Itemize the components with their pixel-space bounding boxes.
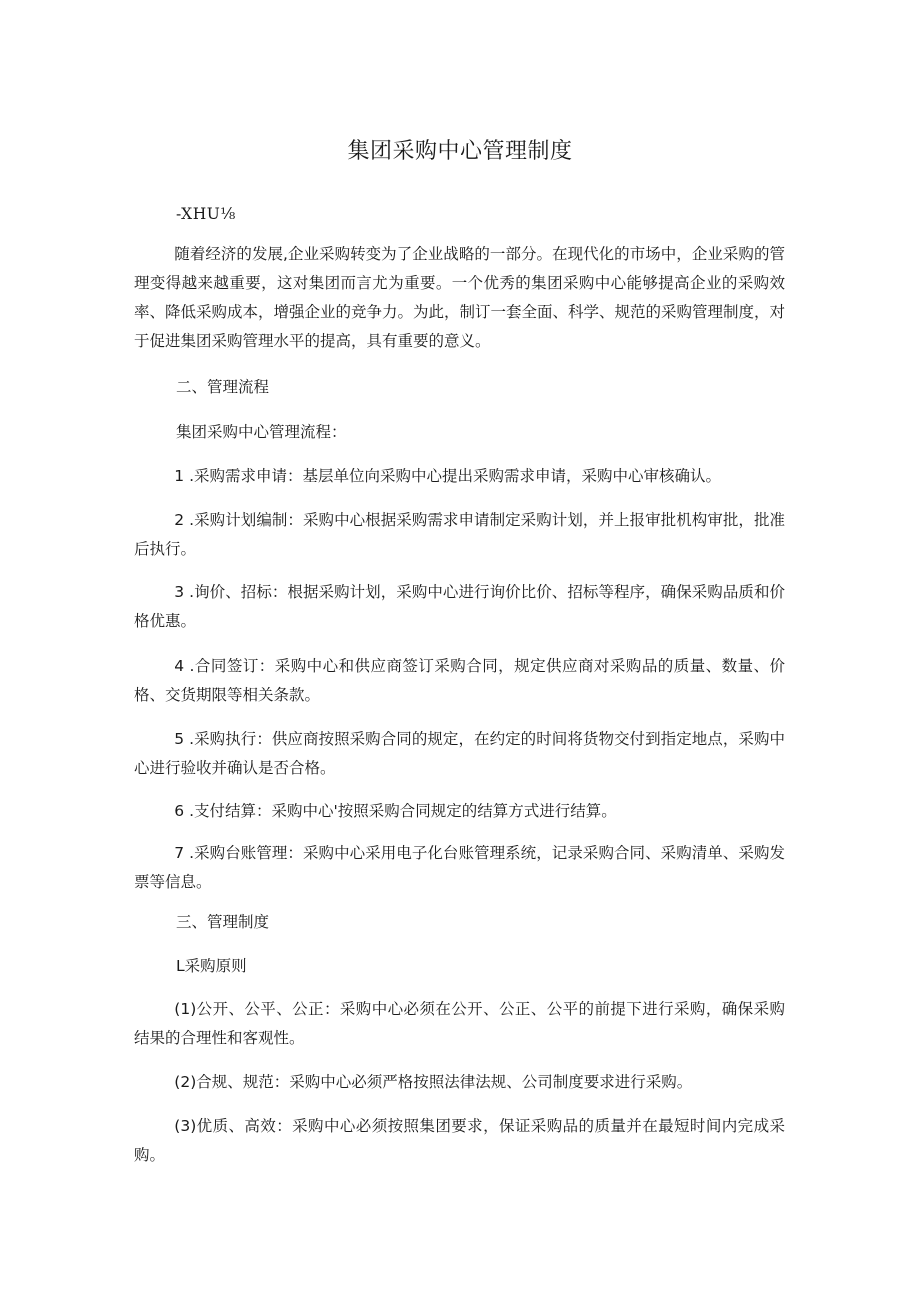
principle-item-1: (1)公开、公平、公正：采购中心必须在公开、公正、公平的前提下进行采购，确保采购结果的合理性和客观性。	[134, 1000, 785, 1047]
process-intro: 集团采购中心管理流程：	[176, 423, 347, 441]
process-item-1: 1 .采购需求申请：基层单位向采购中心提出采购需求申请，采购中心审核确认。	[174, 467, 722, 485]
section-heading-1: -XHU⅛	[176, 205, 236, 223]
section-heading-2: 二、管理流程	[176, 378, 270, 396]
principle-heading: L采购原则	[176, 957, 247, 975]
principle-item-2: (2)合规、规范：采购中心必须严格按照法律法规、公司制度要求进行采购。	[174, 1073, 693, 1091]
process-item-5: 5 .采购执行：供应商按照采购合同的规定，在约定的时间将货物交付到指定地点，采购中心进行验收并确认是否合格。	[134, 730, 785, 777]
principle-item-3: (3)优质、高效：采购中心必须按照集团要求，保证采购品的质量并在最短时间内完成采购。	[134, 1117, 785, 1164]
process-item-6: 6 .支付结算：采购中心'按照采购合同规定的结算方式进行结算。	[174, 802, 617, 820]
document-title: 集团采购中心管理制度	[347, 138, 573, 164]
section-heading-3: 三、管理制度	[176, 913, 270, 931]
process-item-2: 2 .采购计划编制：采购中心根据采购需求申请制定采购计划，并上报审批机构审批，批准后执行。	[134, 511, 785, 558]
intro-paragraph: 随着经济的发展,企业采购转变为了企业战略的一部分。在现代化的市场中，企业采购的管理变得越来越重要，这对集团而言尤为重要。一个优秀的集团采购中心能够提高企业的采购效率、降低采购成本，增强企业的竞争力。为此，制订一套全面、科学、规范的采购管理制度，对于促进集团采购管理水平的提高，具有重要的意义。	[134, 245, 786, 350]
process-item-4: 4 .合同签订：采购中心和供应商签订采购合同，规定供应商对采购品的质量、数量、价格、交货期限等相关条款。	[134, 657, 785, 704]
process-item-7: 7 .采购台账管理：采购中心采用电子化台账管理系统，记录采购合同、采购清单、采购发票等信息。	[134, 844, 785, 891]
process-item-3: 3 .询价、招标：根据采购计划，采购中心进行询价比价、招标等程序，确保采购品质和价格优惠。	[134, 583, 785, 630]
